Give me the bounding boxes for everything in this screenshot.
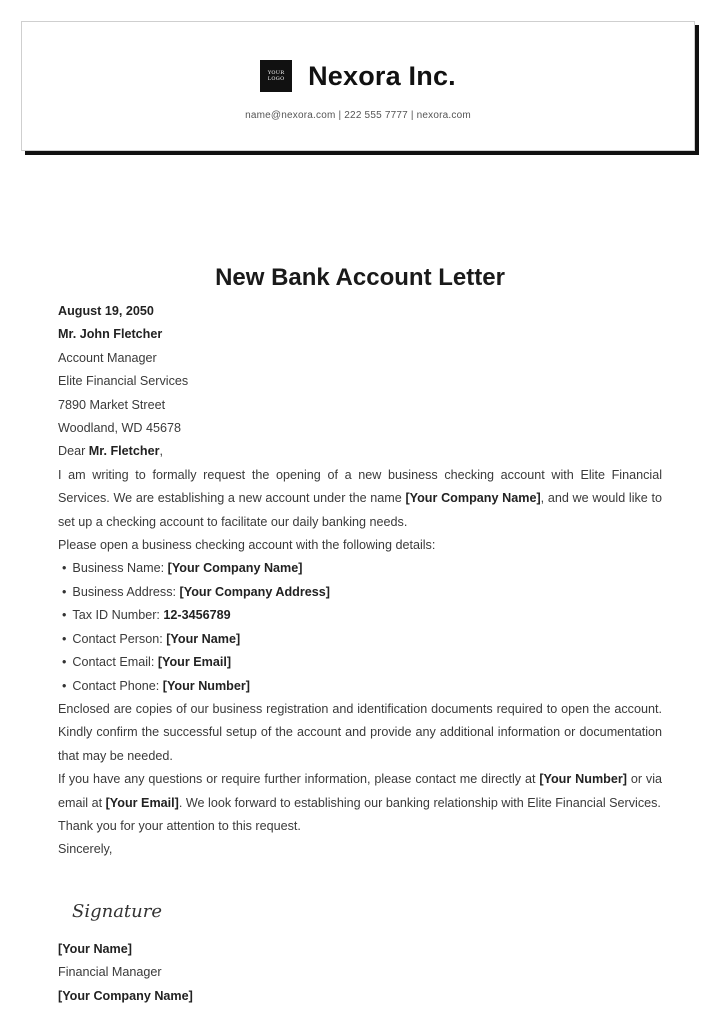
paragraph-details-intro: Please open a business checking account with the following details: — [58, 538, 436, 553]
detail-label: Contact Person: — [72, 631, 167, 646]
closing: Sincerely, — [58, 842, 113, 857]
detail-label: Contact Phone: — [72, 678, 163, 693]
recipient-company: Elite Financial Services — [58, 374, 189, 389]
detail-label: Contact Email: — [72, 655, 158, 670]
recipient-city: Woodland, WD 45678 — [58, 421, 181, 436]
contact-email: name@nexora.com — [245, 110, 336, 121]
contact-text-c: . We look forward to establishing our banking relationship with Elite Financial Services. — [178, 795, 661, 810]
list-item — [62, 581, 662, 604]
salutation-prefix: Dear — [58, 444, 89, 459]
logo-text-line1: YOUR — [267, 70, 285, 76]
recipient-street: 7890 Market Street — [58, 397, 166, 412]
intro-text-a: I am writing to formally request the opening of a new business checking account with Elite Financial Services. We are establishing a new account under the name — [58, 467, 662, 506]
contact-text-a: If you have any questions or require further information, please contact me directly at — [58, 772, 540, 787]
salutation-name: Mr. Fletcher — [88, 444, 160, 459]
contact-number-placeholder: [Your Number] — [539, 772, 627, 787]
recipient-name: Mr. John Fletcher — [58, 327, 163, 342]
detail-value: [Your Name] — [166, 631, 241, 646]
detail-label: Business Address: — [72, 584, 180, 599]
list-item — [62, 557, 662, 580]
sender-company: [Your Company Name] — [58, 988, 193, 1003]
list-item — [62, 651, 662, 674]
contact-website: nexora.com — [416, 110, 471, 121]
paragraph-thanks: Thank you for your attention to this request. — [58, 818, 301, 833]
detail-value: [Your Number] — [162, 678, 250, 693]
contact-separator: | — [407, 110, 417, 121]
account-details-list — [58, 557, 662, 697]
list-item — [62, 628, 662, 651]
sender-title: Financial Manager — [58, 965, 162, 980]
detail-label: Business Name: — [72, 561, 168, 576]
letter-date: August 19, 2050 — [58, 304, 154, 318]
detail-value: [Your Email] — [157, 655, 232, 670]
sender-block — [58, 938, 662, 1008]
contact-email-placeholder: [Your Email] — [105, 795, 179, 810]
detail-label: Tax ID Number: — [72, 608, 164, 623]
paragraph-intro — [58, 464, 662, 534]
signature: Signature — [72, 900, 163, 922]
sender-name: [Your Name] — [58, 941, 132, 956]
company-name: Nexora Inc. — [308, 60, 456, 91]
contact-line — [22, 110, 694, 121]
logo-text-line2: LOGO — [267, 76, 285, 82]
contact-text-b: or via email at — [58, 772, 662, 810]
paragraph-contact — [58, 768, 662, 815]
paragraph-enclosures: Enclosed are copies of our business registration and identification documents required to open the account. Kindly confirm the successful setup of the account and provide any additional information or documentation that may be needed. — [58, 701, 662, 763]
detail-value: [Your Company Address] — [179, 584, 330, 599]
salutation — [58, 440, 662, 463]
list-item — [62, 604, 662, 627]
contact-phone: 222 555 7777 — [344, 110, 408, 121]
list-item — [62, 675, 662, 698]
salutation-suffix: , — [159, 444, 163, 459]
contact-separator: | — [335, 110, 345, 121]
letterhead-card — [21, 21, 695, 151]
letter-body — [58, 300, 662, 1008]
brand-row — [22, 60, 694, 92]
detail-value: 12-3456789 — [163, 608, 231, 623]
intro-company-placeholder: [Your Company Name] — [405, 491, 541, 506]
recipient-role: Account Manager — [58, 350, 157, 365]
letter-title: New Bank Account Letter — [215, 264, 505, 291]
company-logo — [260, 60, 292, 92]
detail-value: [Your Company Name] — [167, 561, 303, 576]
intro-text-b: , and we would like to set up a checking account to facilitate our daily banking needs. — [58, 491, 662, 529]
